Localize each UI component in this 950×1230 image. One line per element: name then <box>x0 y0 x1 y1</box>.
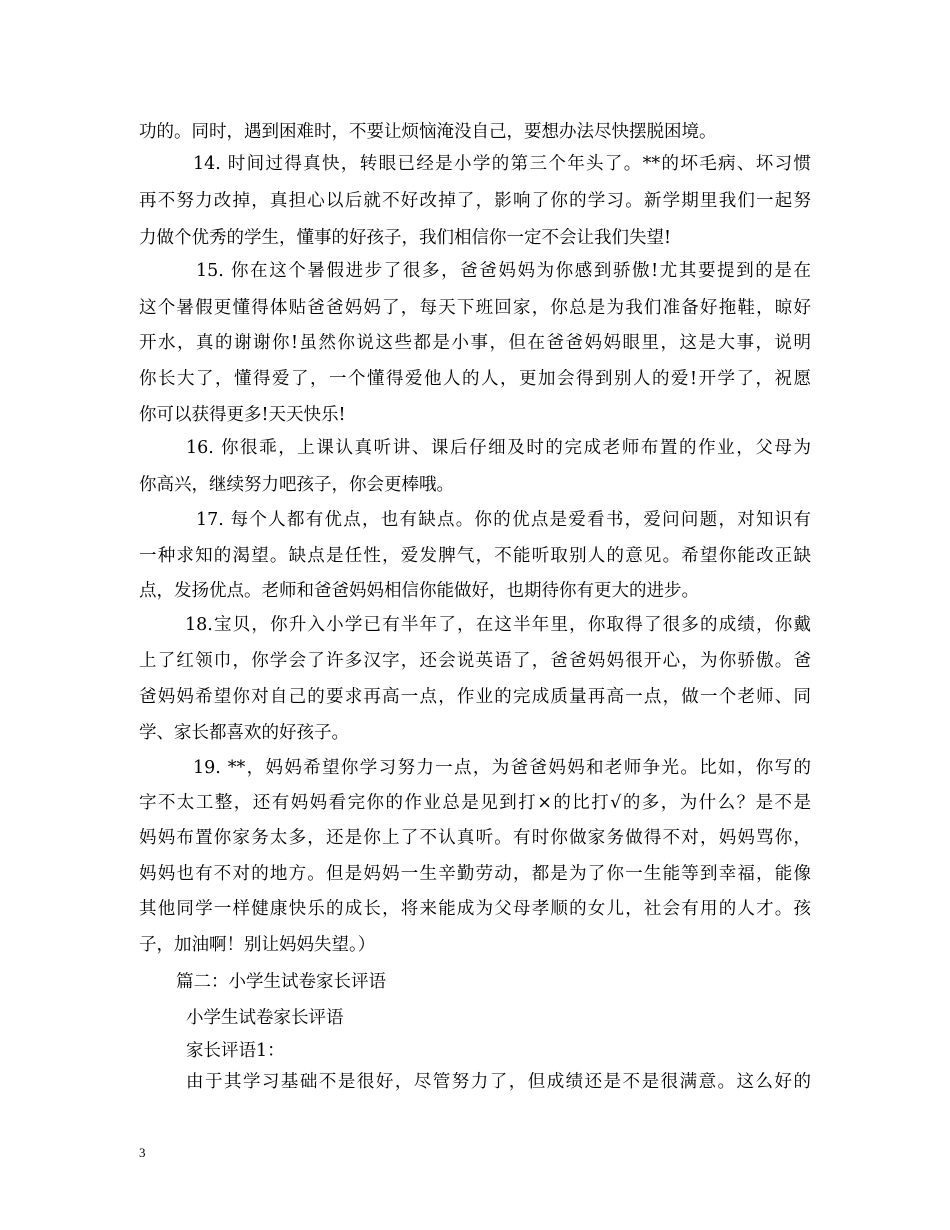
text-line: 力做个优秀的学生，懂事的好孩子，我们相信你一定不会让我们失望! <box>139 228 672 248</box>
page-number: 3 <box>139 1145 146 1160</box>
text-line: 你高兴，继续努力吧孩子，你会更棒哦。 <box>139 475 454 495</box>
text-line: 19. **，妈妈希望你学习努力一点，为爸爸妈妈和老师争光。比如，你写的 <box>193 758 811 778</box>
text-line: 一种求知的渴望。缺点是任性，爱发脾气，不能听取别人的意见。希望你能改正缺 <box>139 546 811 566</box>
text-line: 你可以获得更多!天天快乐! <box>139 405 346 425</box>
text-line: 功的。同时，遇到困难时，不要让烦恼淹没自己，要想办法尽快摆脱困境。 <box>139 122 717 142</box>
text-line: 学、家长都喜欢的好孩子。 <box>139 723 349 743</box>
text-line: 你长大了，懂得爱了，一个懂得爱他人的人，更加会得到别人的爱!开学了，祝愿 <box>139 369 811 389</box>
text-line: 其他同学一样健康快乐的成长，将来能成为父母孝顺的女儿，社会有用的人才。孩 <box>139 899 811 919</box>
text-line: 14. 时间过得真快，转眼已经是小学的第三个年头了。**的坏毛病、坏习惯 <box>193 154 811 174</box>
text-line: 妈妈布置你家务太多，还是你上了不认真听。有时你做家务做得不对，妈妈骂你， <box>139 828 811 848</box>
text-line: 字不太工整，还有妈妈看完你的作业总是见到打×的比打√的多，为什么？是不是 <box>139 793 811 813</box>
text-line: 这个暑假更懂得体贴爸爸妈妈了，每天下班回家，你总是为我们准备好拖鞋，晾好 <box>139 298 811 318</box>
text-line: 由于其学习基础不是很好，尽管努力了，但成绩还是不是很满意。这么好的 <box>186 1072 811 1092</box>
text-line: 18.宝贝，你升入小学已有半年了，在这半年里，你取得了很多的成绩，你戴 <box>185 615 811 635</box>
text-line: 开水，真的谢谢你!虽然你说这些都是小事，但在爸爸妈妈眼里，这是大事，说明 <box>139 333 811 353</box>
text-line: 17. 每个人都有优点，也有缺点。你的优点是爱看书，爱问问题，对知识有 <box>196 510 811 530</box>
subsection-title: 家长评语1： <box>186 1041 285 1061</box>
text-line: 点，发扬优点。老师和爸爸妈妈相信你能做好，也期待你有更大的进步。 <box>139 581 699 601</box>
text-line: 15. 你在这个暑假进步了很多，爸爸妈妈为你感到骄傲!尤其要提到的是在 <box>196 261 811 281</box>
subsection-title: 小学生试卷家长评语 <box>186 1008 344 1028</box>
text-line: 16. 你很乖，上课认真听讲、课后仔细及时的完成老师布置的作业，父母为 <box>186 438 811 458</box>
text-line: 上了红领巾，你学会了许多汉字，还会说英语了，爸爸妈妈很开心，为你骄傲。爸 <box>139 651 811 671</box>
text-line: 爸妈妈希望你对自己的要求再高一点，作业的完成质量再高一点，做一个老师、同 <box>139 687 811 707</box>
text-line: 再不努力改掉，真担心以后就不好改掉了，影响了你的学习。新学期里我们一起努 <box>139 191 811 211</box>
text-line: 妈妈也有不对的地方。但是妈妈一生辛勤劳动，都是为了你一生能等到幸福，能像 <box>139 864 811 884</box>
section-heading: 篇二：小学生试卷家长评语 <box>176 972 386 992</box>
text-line: 子，加油啊！别让妈妈失望。） <box>139 935 376 955</box>
